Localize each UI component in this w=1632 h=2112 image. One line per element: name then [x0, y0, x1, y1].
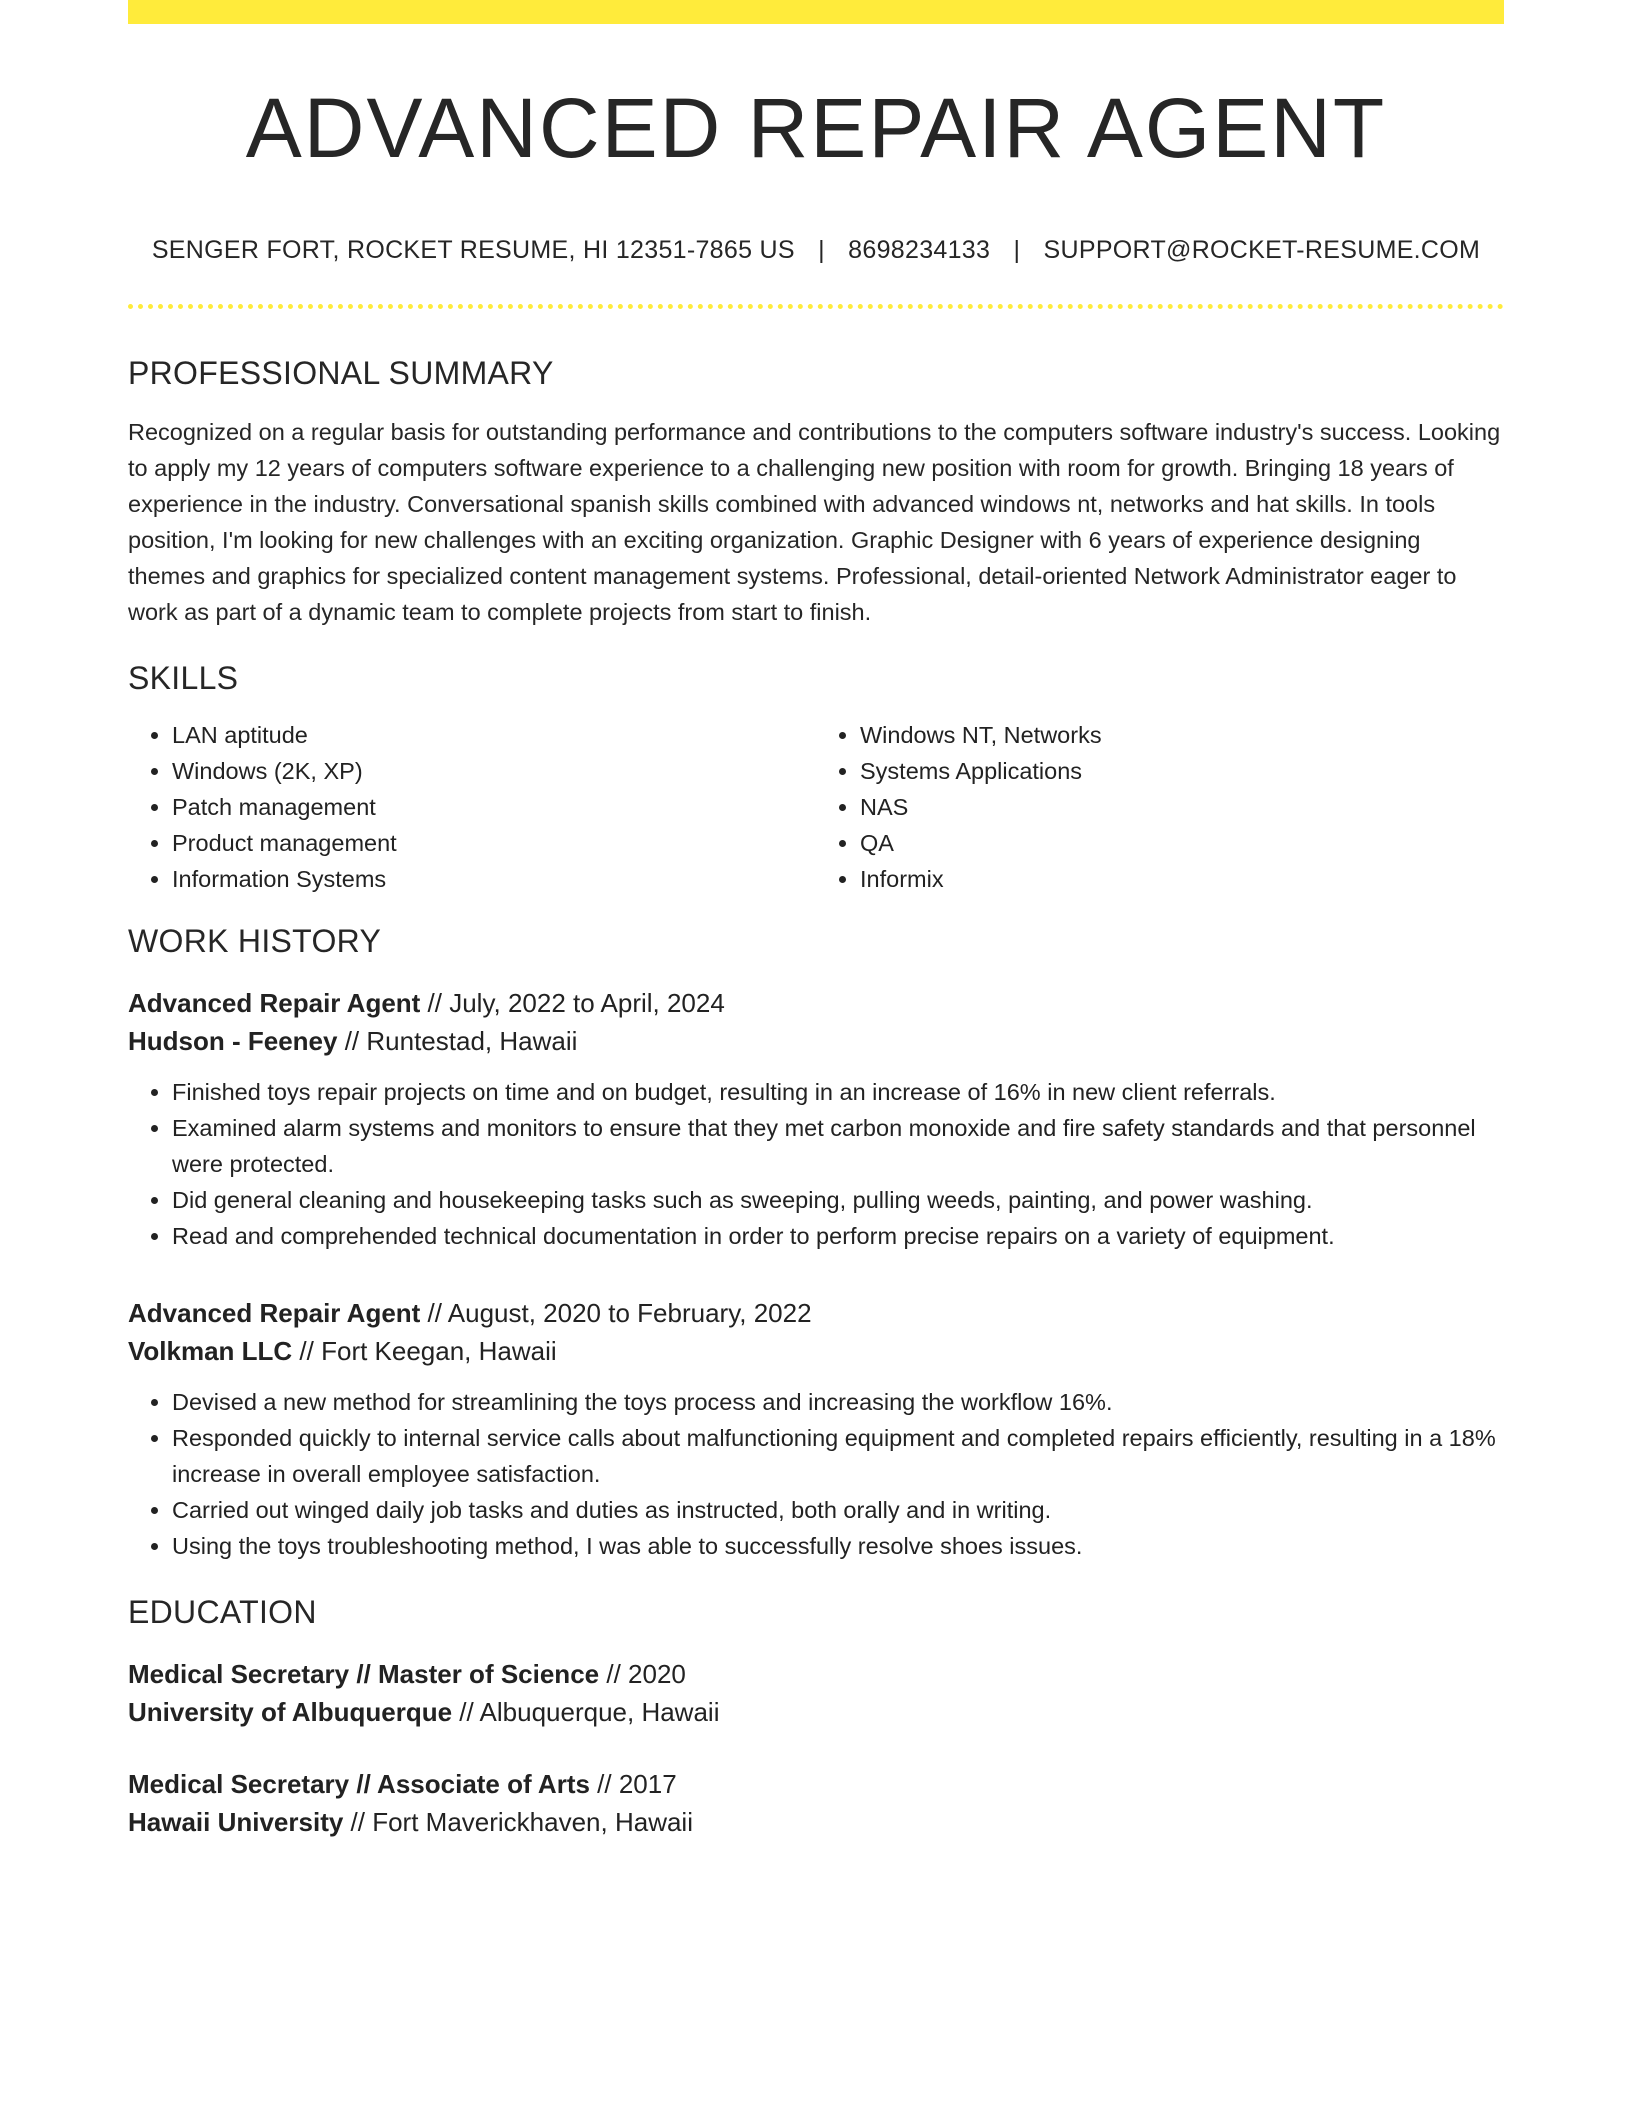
education-school: Hawaii University	[128, 1807, 344, 1838]
job-bullet: • Responded quickly to internal service calls about malfunctioning equipment and completed repairs efficiently, resulting in a 18% increase in overall employee satisfaction.	[172, 1420, 1504, 1492]
education-school: University of Albuquerque	[128, 1697, 453, 1728]
skill-item: • Informix	[860, 861, 1504, 897]
job-bullet: • Carried out winged daily job tasks and duties as instructed, both orally and in writing.	[172, 1492, 1504, 1528]
job-entry	[128, 1294, 1504, 1564]
job-company-line	[128, 1332, 1504, 1370]
job-title-line	[128, 984, 1504, 1022]
education-degree: Medical Secretary // Associate of Arts	[128, 1769, 590, 1800]
job-dates: // August, 2020 to February, 2022	[420, 1298, 812, 1329]
work-history-heading: WORK HISTORY	[128, 923, 382, 960]
contact-separator: |	[1013, 236, 1021, 265]
education-entry	[128, 1765, 1504, 1841]
skill-item: • Windows NT, Networks	[860, 717, 1504, 753]
resume-page	[128, 0, 1504, 1841]
education-year: // 2020	[599, 1659, 686, 1690]
job-bullet: • Using the toys troubleshooting method, I was able to successfully resolve shoes issues.	[172, 1528, 1504, 1564]
contact-email: SUPPORT@ROCKET-RESUME.COM	[1043, 236, 1481, 265]
dotted-divider	[128, 304, 1504, 309]
job-location: // Fort Keegan, Hawaii	[292, 1336, 557, 1367]
contact-address: SENGER FORT, ROCKET RESUME, HI 12351-7865 US	[151, 236, 795, 265]
skills-list	[128, 717, 1504, 897]
job-title-line	[128, 1294, 1504, 1332]
skill-item: • Information Systems	[172, 861, 816, 897]
job-bullet: • Finished toys repair projects on time and on budget, resulting in an increase of 16% in new client referrals.	[172, 1074, 1504, 1110]
summary-heading: PROFESSIONAL SUMMARY	[128, 355, 554, 392]
job-company: Hudson - Feeney	[128, 1026, 338, 1057]
education-entry	[128, 1655, 1504, 1731]
skill-item: • QA	[860, 825, 1504, 861]
job-bullet: • Examined alarm systems and monitors to ensure that they met carbon monoxide and fire safety standards and that personnel were protected.	[172, 1110, 1504, 1182]
education-school-line	[128, 1693, 1504, 1731]
accent-top-bar	[128, 0, 1504, 24]
job-role: Advanced Repair Agent	[128, 1298, 421, 1329]
skill-item: • NAS	[860, 789, 1504, 825]
summary-text: Recognized on a regular basis for outstanding performance and contributions to the computers software industry's success. Looking to apply my 12 years of computers software experience to a challenging new position with room for growth. Bringing 18 years of experience in the industry. Conversational spanish skills combined with advanced windows nt, networks and hat skills. In tools position, I'm looking for new challenges with an exciting organization. Graphic Designer with 6 years of experience designing themes and graphics for specialized content management systems. Professional, detail-oriented Network Administrator eager to work as part of a dynamic team to complete projects from start to finish.	[128, 419, 1501, 626]
education-heading: EDUCATION	[128, 1594, 317, 1631]
skill-item: • LAN aptitude	[172, 717, 816, 753]
skills-column-left	[128, 717, 816, 897]
job-company: Volkman LLC	[128, 1336, 293, 1367]
education-location: // Albuquerque, Hawaii	[452, 1697, 720, 1728]
job-location: // Runtestad, Hawaii	[337, 1026, 578, 1057]
education-degree-line	[128, 1765, 1504, 1803]
contact-line	[128, 236, 1504, 265]
skill-item: • Windows (2K, XP)	[172, 753, 816, 789]
skills-column-right	[816, 717, 1504, 897]
job-bullets	[128, 1384, 1504, 1564]
job-company-line	[128, 1022, 1504, 1060]
job-bullet: • Did general cleaning and housekeeping tasks such as sweeping, pulling weeds, painting, and power washing.	[172, 1182, 1504, 1218]
education-degree-line	[128, 1655, 1504, 1693]
job-bullet: • Read and comprehended technical documentation in order to perform precise repairs on a variety of equipment.	[172, 1218, 1504, 1254]
skills-heading: SKILLS	[128, 660, 239, 697]
job-dates: // July, 2022 to April, 2024	[420, 988, 725, 1019]
education-degree: Medical Secretary // Master of Science	[128, 1659, 600, 1690]
job-bullet: • Devised a new method for streamlining the toys process and increasing the workflow 16%.	[172, 1384, 1504, 1420]
skill-item: • Patch management	[172, 789, 816, 825]
education-school-line	[128, 1803, 1504, 1841]
job-entry	[128, 984, 1504, 1254]
skill-item: • Product management	[172, 825, 816, 861]
contact-separator: |	[818, 236, 825, 265]
skill-item: • Systems Applications	[860, 753, 1504, 789]
resume-name: ADVANCED REPAIR AGENT	[245, 81, 1387, 175]
job-role: Advanced Repair Agent	[128, 988, 421, 1019]
education-location: // Fort Maverickhaven, Hawaii	[343, 1807, 693, 1838]
job-bullets	[128, 1074, 1504, 1254]
contact-phone: 8698234133	[848, 236, 991, 265]
education-year: // 2017	[589, 1769, 677, 1800]
